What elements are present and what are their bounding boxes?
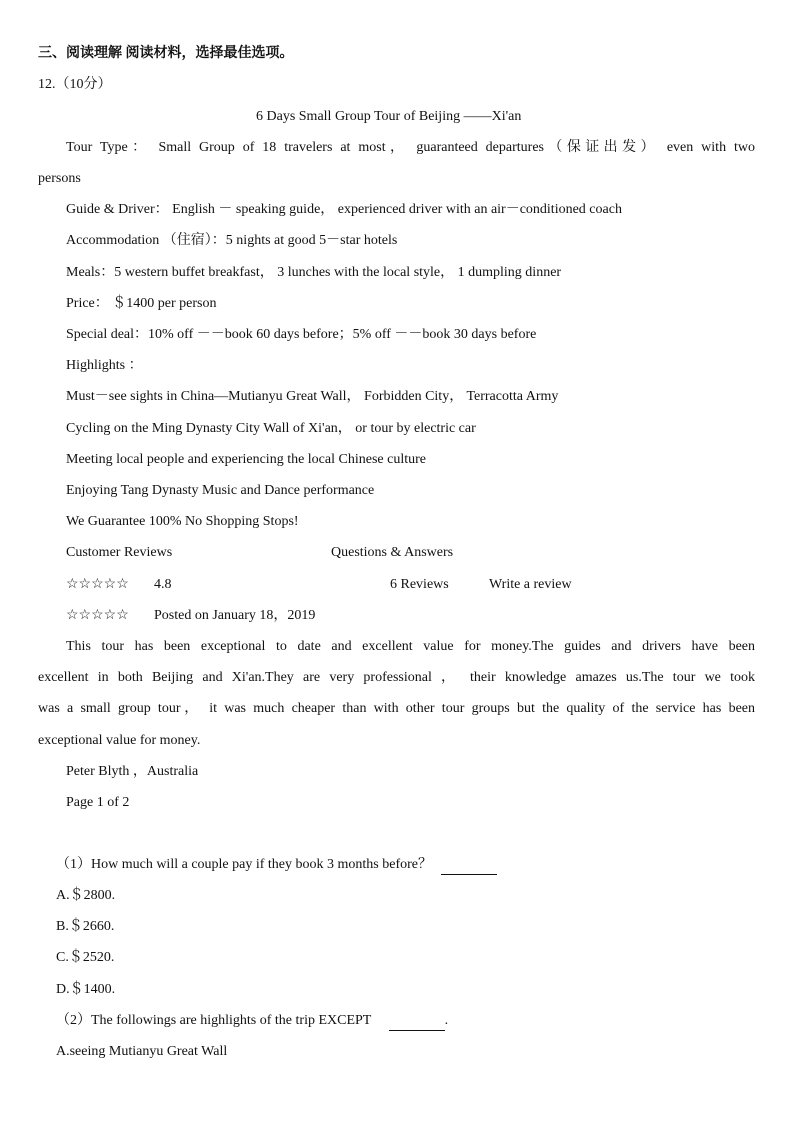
question-1-option-b: B.＄2660. (56, 919, 115, 934)
review-stars: ☆☆☆☆☆ (66, 608, 129, 623)
question-1-option-d: D.＄1400. (56, 982, 116, 997)
question-1-text: （1）How much will a couple pay if they book 3 months before？ (56, 857, 432, 872)
accommodation: Accommodation （住宿）：5 nights at good 5－star hotels (66, 233, 398, 248)
review-line-2: excellent in both Beijing and Xi'an.They are very professional ， their knowledge amazes us.The tour we took (38, 670, 755, 685)
passage-title: 6 Days Small Group Tour of Beijing ——Xi'an (256, 109, 522, 124)
review-line-3: was a small group tour， it was much cheaper than with other tour groups but the quality of the service has been (38, 701, 755, 716)
review-date: Posted on January 18，2019 (154, 608, 316, 623)
question-2-period: . (444, 1013, 449, 1028)
highlight-item: Cycling on the Ming Dynasty City Wall of Xi'an， or tour by electric car (66, 421, 476, 436)
reviewer: Peter Blyth ，Australia (66, 764, 199, 779)
customer-reviews-label: Customer Reviews (66, 545, 173, 560)
answer-blank (389, 1016, 445, 1031)
question-1-option-c: C.＄2520. (56, 950, 115, 965)
write-review-link: Write a review (489, 577, 572, 592)
rating-value: 4.8 (154, 577, 172, 592)
question-2-text: （2）The followings are highlights of the trip EXCEPT (56, 1013, 372, 1028)
answer-blank (441, 860, 497, 875)
review-line-4: exceptional value for money. (38, 733, 201, 748)
question-1-stem (56, 855, 497, 875)
tour-type-line-1: Tour Type： Small Group of 18 travelers at most， guaranteed departures（保证出发） even with two (66, 140, 755, 155)
guide-driver: Guide & Driver： English － speaking guide， experienced driver with an air－conditioned coach (66, 202, 622, 217)
question-number: 12.（10分） (38, 77, 112, 92)
section-heading: 三、阅读理解 阅读材料，选择最佳选项。 (38, 46, 294, 61)
questions-answers-label: Questions & Answers (331, 545, 454, 560)
highlight-item: Must－see sights in China—Mutianyu Great Wall， Forbidden City， Terracotta Army (66, 389, 559, 404)
rating-stars: ☆☆☆☆☆ (66, 577, 129, 592)
special-deal: Special deal：10% off －－book 60 days before；5% off －－book 30 days before (66, 327, 537, 342)
question-2-option-a: A.seeing Mutianyu Great Wall (56, 1044, 228, 1059)
price: Price： ＄1400 per person (66, 296, 217, 311)
highlight-item: Enjoying Tang Dynasty Music and Dance performance (66, 483, 375, 498)
question-2-stem (56, 1011, 448, 1031)
tour-type-line-2: persons (38, 171, 81, 186)
page-indicator: Page 1 of 2 (66, 795, 130, 810)
highlight-item: We Guarantee 100% No Shopping Stops! (66, 514, 299, 529)
review-count: 6 Reviews (390, 577, 449, 592)
highlights-label: Highlights ： (66, 358, 143, 373)
meals: Meals：5 western buffet breakfast， 3 lunches with the local style， 1 dumpling dinner (66, 265, 562, 280)
review-line-1: This tour has been exceptional to date and excellent value for money.The guides and drivers have been (66, 639, 755, 654)
highlight-item: Meeting local people and experiencing the local Chinese culture (66, 452, 426, 467)
question-1-option-a: A.＄2800. (56, 888, 116, 903)
